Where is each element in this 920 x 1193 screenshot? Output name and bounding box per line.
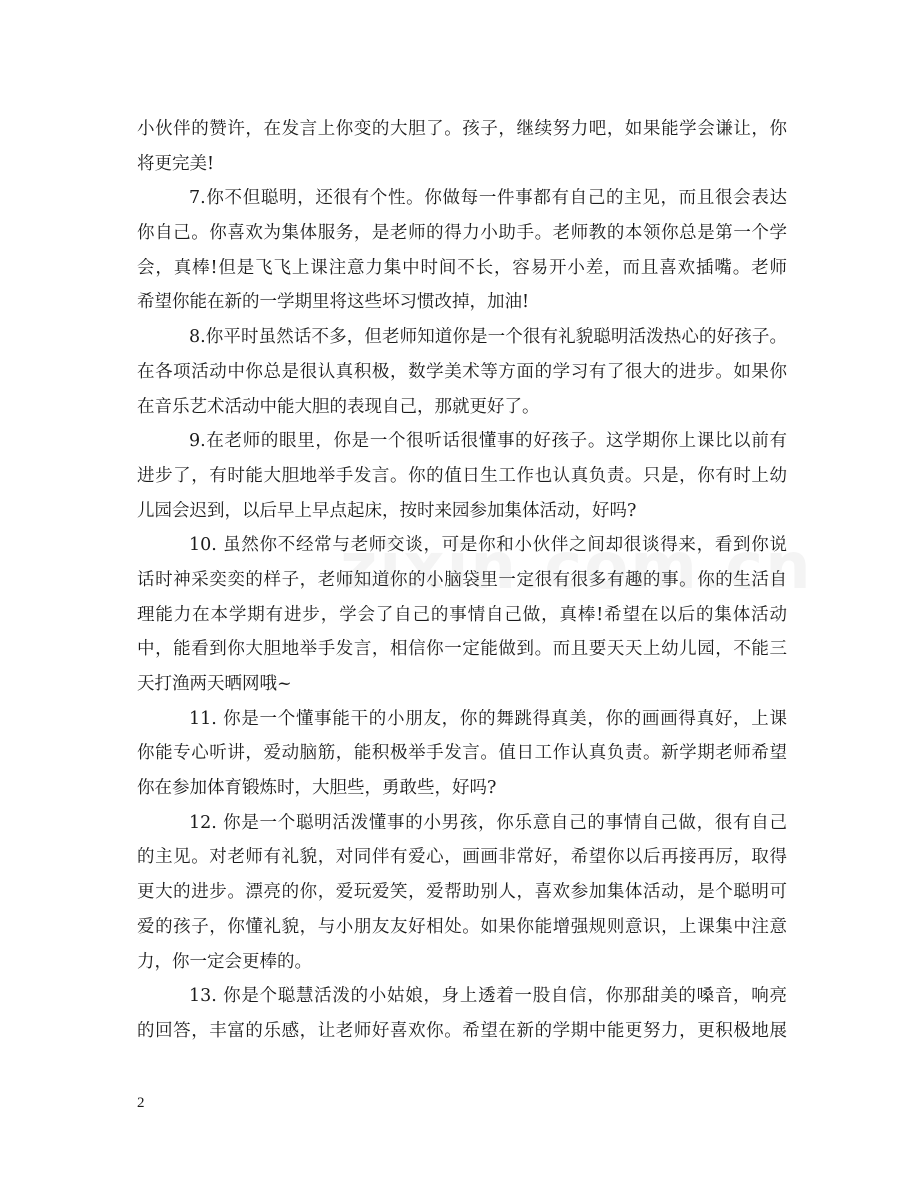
text-line: 11. 你是一个懂事能干的小朋友，你的舞跳得真美，你的画画得真好，上课 (189, 708, 787, 729)
text-line: 中，能看到你大胆地举手发言，相信你一定能做到。而且要天天上幼儿园，不能三 (137, 639, 787, 660)
text-line: 话时神采奕奕的样子，老师知道你的小脑袋里一定很有很多有趣的事。你的生活自 (137, 569, 787, 590)
text-line: 天打渔两天晒网哦~ (137, 674, 292, 694)
text-line: 在音乐艺术活动中能大胆的表现自己，那就更好了。 (137, 396, 540, 417)
text-line: 在各项活动中你总是很认真积极，数学美术等方面的学习有了很大的进步。如果你 (137, 361, 787, 382)
text-line: 儿园会迟到，以后早上早点起床，按时来园参加集体活动，好吗? (137, 500, 637, 521)
text-line: 爱的孩子，你懂礼貌，与小朋友友好相处。如果你能增强规则意识，上课集中注意 (137, 916, 787, 937)
text-line: 会，真棒!但是飞飞上课注意力集中时间不长，容易开小差，而且喜欢插嘴。老师 (137, 257, 787, 278)
text-line: 8.你平时虽然话不多，但老师知道你是一个很有礼貌聪明活泼热心的好孩子。 (189, 327, 787, 348)
text-line: 理能力在本学期有进步，学会了自己的事情自己做，真棒!希望在以后的集体活动 (137, 604, 787, 625)
text-line: 的回答，丰富的乐感，让老师好喜欢你。希望在新的学期中能更努力，更积极地展 (137, 1020, 787, 1041)
text-line: 你在参加体育锻炼时，大胆些，勇敢些，好吗? (137, 778, 497, 799)
page-number: 2 (137, 1095, 145, 1111)
text-line: 12. 你是一个聪明活泼懂事的小男孩，你乐意自己的事情自己做，很有自己 (189, 812, 787, 833)
text-line: 的主见。对老师有礼貌，对同伴有爱心，画画非常好，希望你以后再接再厉，取得 (137, 847, 787, 868)
text-line: 小伙伴的赞许，在发言上你变的大胆了。孩子，继续努力吧，如果能学会谦让，你 (137, 119, 787, 139)
text-line: 10. 虽然你不经常与老师交谈，可是你和小伙伴之间却很谈得来，看到你说 (189, 535, 787, 556)
text-line: 将更完美! (137, 153, 215, 174)
text-line: 9.在老师的眼里，你是一个很听话很懂事的好孩子。这学期你上课比以前有 (189, 431, 787, 452)
text-line: 13. 你是个聪慧活泼的小姑娘，身上透着一股自信，你那甜美的嗓音，响亮 (189, 986, 787, 1007)
text-line: 你自己。你喜欢为集体服务，是老师的得力小助手。老师教的本领你总是第一个学 (137, 223, 787, 244)
text-line: 希望你能在新的一学期里将这些坏习惯改掉，加油! (137, 292, 530, 313)
text-line: 更大的进步。漂亮的你，爱玩爱笑，爱帮助别人，喜欢参加集体活动，是个聪明可 (137, 882, 787, 903)
text-line: 进步了，有时能大胆地举手发言。你的值日生工作也认真负责。只是，你有时上幼 (137, 465, 787, 486)
body-text (137, 112, 787, 1049)
text-line: 你能专心听讲，爱动脑筋，能积极举手发言。值日工作认真负责。新学期老师希望 (137, 743, 787, 764)
text-line: 7.你不但聪明，还很有个性。你做每一件事都有自己的主见，而且很会表达 (189, 188, 787, 209)
text-line: 力，你一定会更棒的。 (137, 951, 312, 972)
